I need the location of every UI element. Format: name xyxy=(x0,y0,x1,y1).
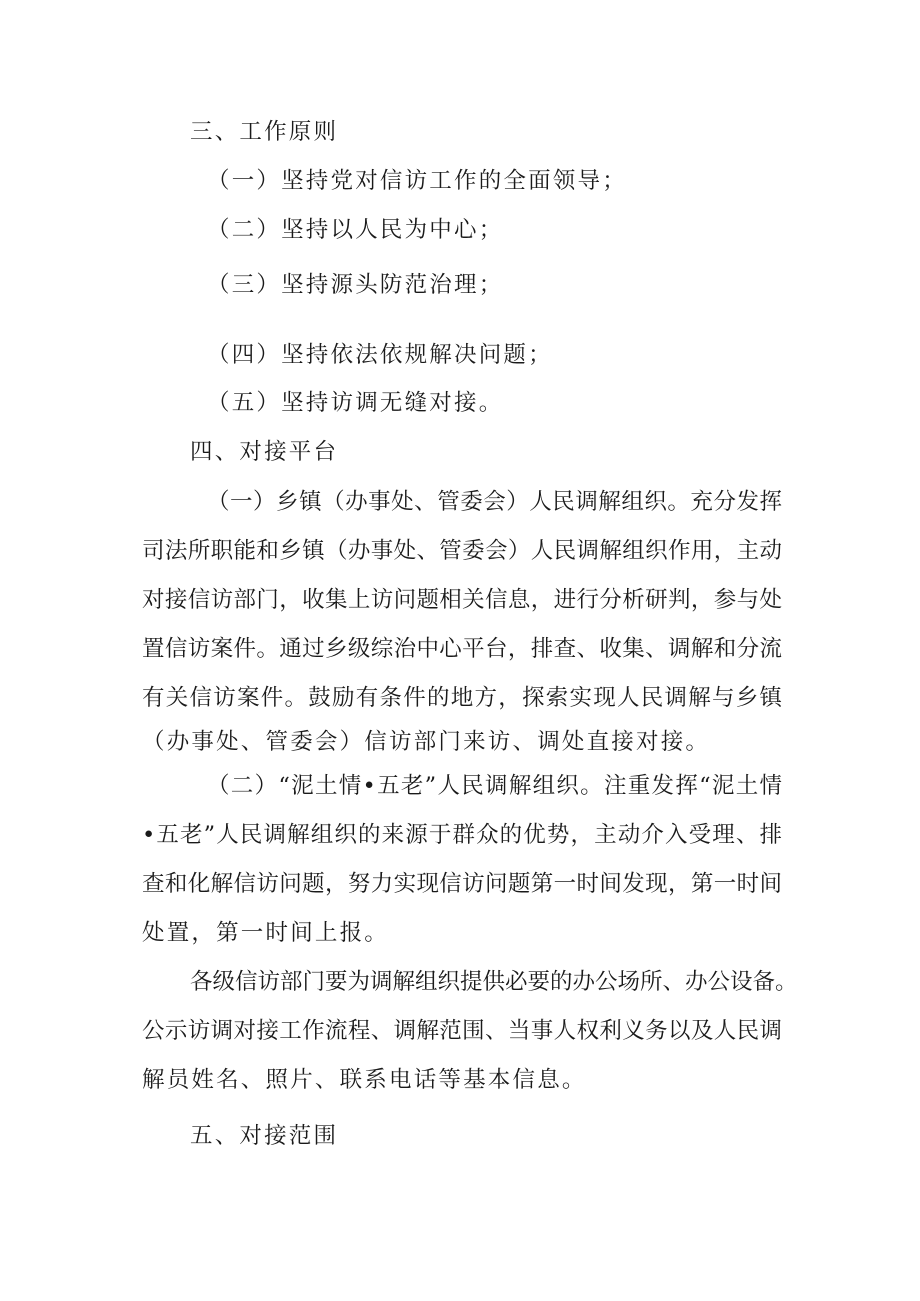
paragraph-line: 有关信访案件。鼓励有条件的地方，探索实现人民调解与乡镇 xyxy=(142,685,782,711)
principle-item-3: （三）坚持源头防范治理； xyxy=(207,272,504,298)
principle-item-2: （二）坚持以人民为中心； xyxy=(207,217,504,243)
section-heading-scope: 五、对接范围 xyxy=(190,1123,339,1149)
paragraph-line: 置信访案件。通过乡级综治中心平台，排查、收集、调解和分流 xyxy=(142,636,782,662)
section-heading-platform: 四、对接平台 xyxy=(190,439,339,465)
paragraph-line: •五老”人民调解组织的来源于群众的优势，主动介入受理、排 xyxy=(142,822,782,848)
section-heading-principles: 三、工作原则 xyxy=(190,119,339,145)
principle-item-5: （五）坚持访调无缝对接。 xyxy=(207,390,504,416)
paragraph-line: 司法所职能和乡镇（办事处、管委会）人民调解组织作用，主动 xyxy=(142,538,782,564)
paragraph-line: 公示访调对接工作流程、调解范围、当事人权利义务以及人民调 xyxy=(142,1018,782,1044)
paragraph-line: 解员姓名、照片、联系电话等基本信息。 xyxy=(142,1067,587,1093)
paragraph-line: 查和化解信访问题，努力实现信访问题第一时间发现，第一时间 xyxy=(142,871,782,897)
principle-item-1: （一）坚持党对信访工作的全面领导； xyxy=(207,168,627,194)
paragraph-line: （一）乡镇（办事处、管委会）人民调解组织。充分发挥 xyxy=(207,489,782,515)
paragraph-line: （办事处、管委会）信访部门来访、调处直接对接。 xyxy=(142,729,711,755)
principle-item-4: （四）坚持依法依规解决问题； xyxy=(207,342,553,368)
paragraph-line: 各级信访部门要为调解组织提供必要的办公场所、办公设备。 xyxy=(190,969,798,995)
paragraph-line: （二）“泥土情•五老”人民调解组织。注重发挥“泥土情 xyxy=(207,773,782,799)
paragraph-line: 处置，第一时间上报。 xyxy=(142,920,390,946)
paragraph-line: 对接信访部门，收集上访问题相关信息，进行分析研判，参与处 xyxy=(142,587,782,613)
